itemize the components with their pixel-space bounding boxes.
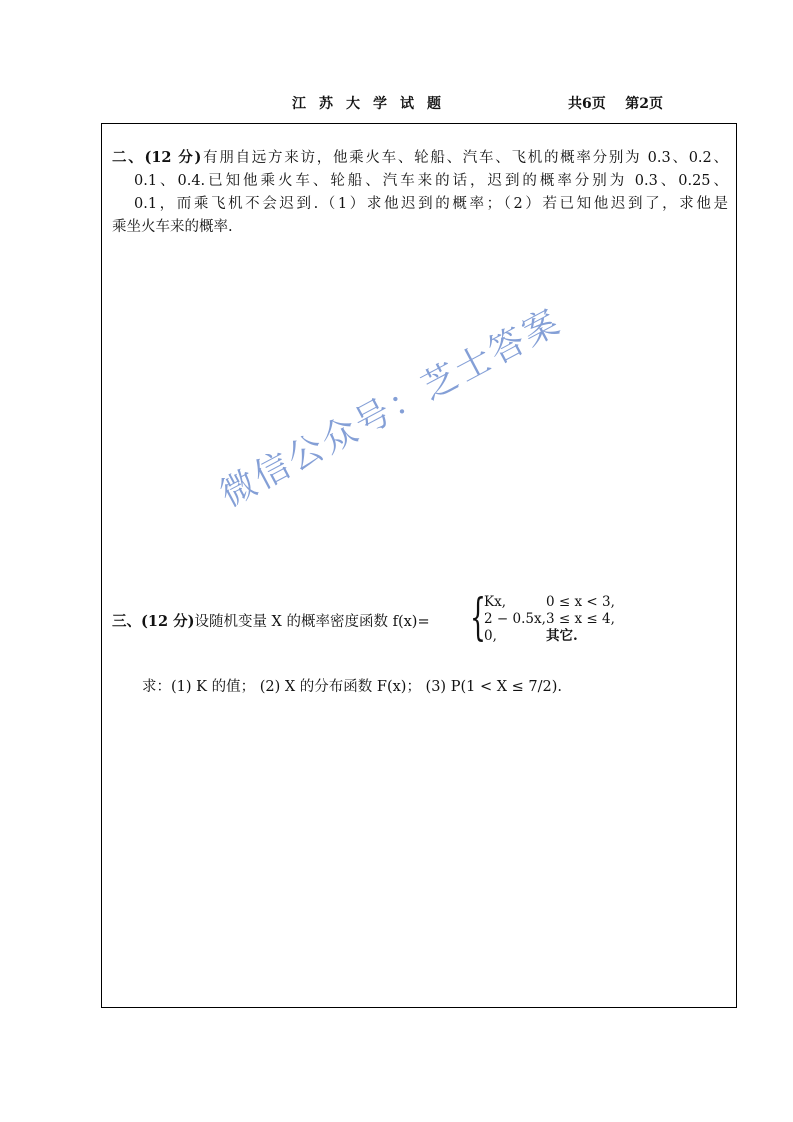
case-condition: 其它. xyxy=(546,628,578,644)
page-total: 共6页 xyxy=(568,96,606,112)
case-row xyxy=(484,628,615,645)
answer-frame xyxy=(101,123,737,1008)
question-2-line-3: 0.1，而乘飞机不会迟到.（1）求他迟到的概率；（2）若已知他迟到了，求他是 xyxy=(134,196,728,212)
question-2-text-1: 有朋自远方来访，他乘火车、轮船、汽车、飞机的概率分别为 0.3、0.2、 xyxy=(201,150,728,166)
question-2-number: 二、(12 分) xyxy=(112,149,202,166)
page-current: 第2页 xyxy=(625,96,663,112)
case-condition: 0 ≤ x < 3, xyxy=(546,594,615,610)
case-expression: 0, xyxy=(484,628,497,644)
question-2-line-1 xyxy=(112,146,728,170)
school-title: 江苏大学试题 xyxy=(292,96,454,112)
case-condition: 3 ≤ x ≤ 4, xyxy=(546,611,615,627)
question-2-line-4: 乘坐火车来的概率. xyxy=(112,219,233,235)
piecewise-cases xyxy=(484,594,615,645)
page-indicator xyxy=(568,93,663,113)
case-row xyxy=(484,594,615,611)
watermark: 微信公众号：芝士答案 xyxy=(214,301,569,516)
question-3-number: 三、(12 分) xyxy=(112,613,195,630)
question-3-ask: 求：(1) K 的值； (2) X 的分布函数 F(x)； (3) P(1 < X ≤ 7/2). xyxy=(142,679,562,695)
question-3-intro-text: 设随机变量 X 的概率密度函数 f(x)= xyxy=(194,614,430,630)
question-2 xyxy=(112,146,728,239)
cases-brace: { xyxy=(470,588,486,646)
question-3 xyxy=(112,588,728,695)
case-row xyxy=(484,611,615,628)
question-3-intro xyxy=(112,610,430,634)
question-2-line-2: 0.1、0.4.已知他乘火车、轮船、汽车来的话，迟到的概率分别为 0.3、0.25、 xyxy=(134,173,728,189)
case-expression: Kx, xyxy=(484,594,506,610)
page-header xyxy=(0,93,793,115)
case-expression: 2 − 0.5x, xyxy=(484,611,546,627)
